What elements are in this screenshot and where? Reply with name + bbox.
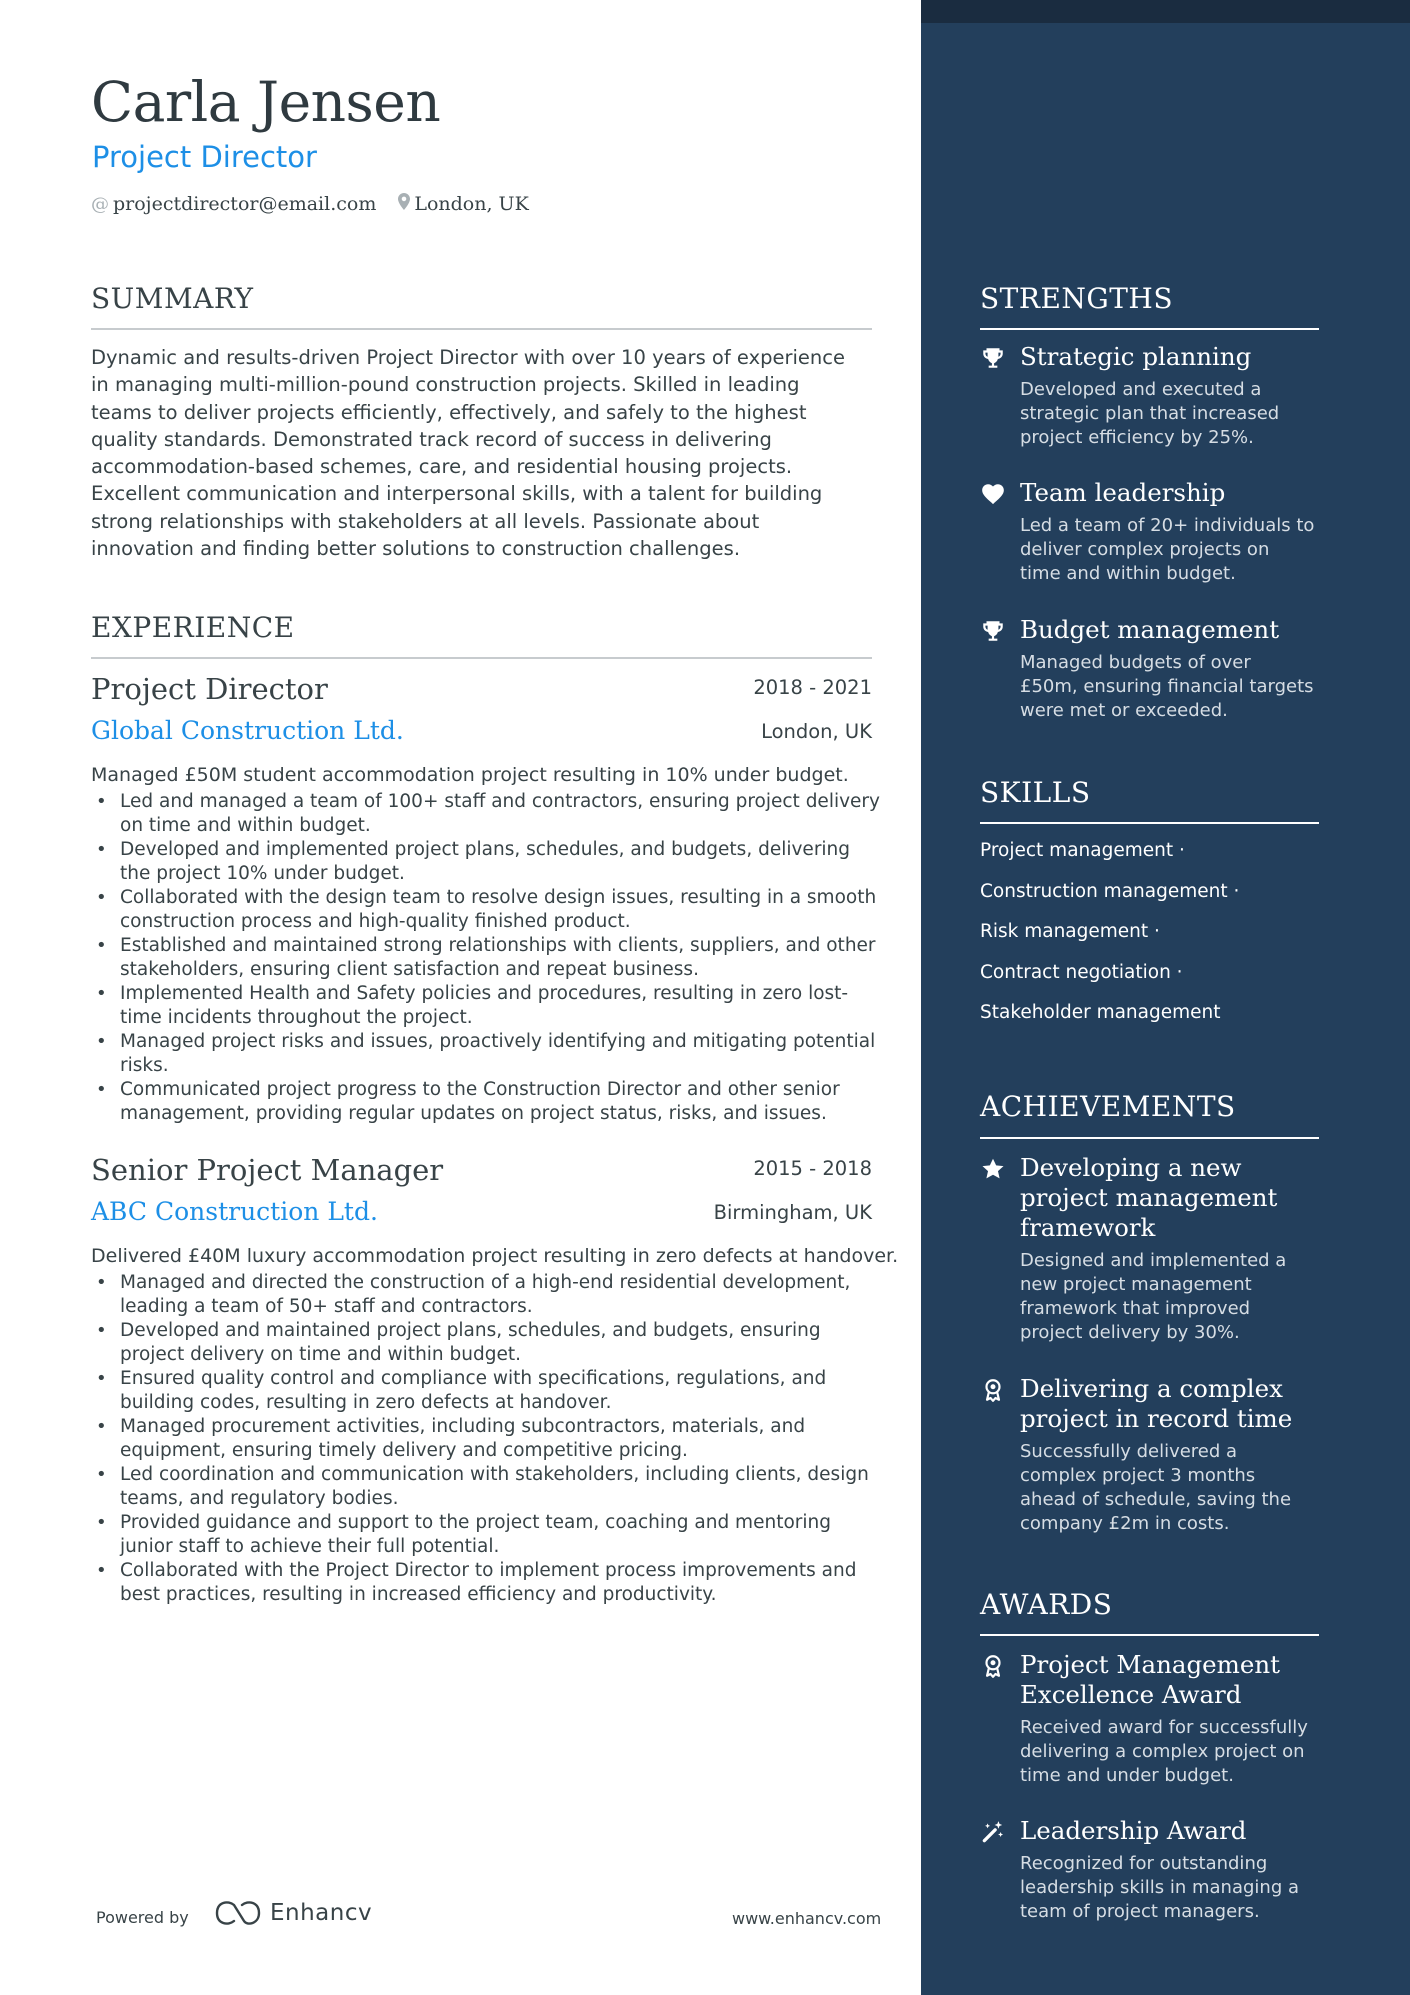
job-company: Global Construction Ltd. (91, 716, 404, 745)
text-line: • Provided guidance and support to the project team, coaching and mentoring (120, 1512, 831, 1533)
enhancv-wordmark: Enhancv (270, 1900, 373, 1926)
job-company: ABC Construction Ltd. (91, 1197, 378, 1226)
text-line: Team leadership (1020, 478, 1226, 507)
bullet-item (91, 1319, 881, 1367)
trophy-icon (980, 345, 1006, 371)
job-bullets (91, 1271, 881, 1607)
job-description: Managed £50M student accommodation project resulting in 10% under budget. (91, 764, 849, 786)
item-description (1020, 651, 1320, 723)
text-line: £50m, ensuring financial targets (1020, 676, 1314, 697)
text-line: Excellence Award (1020, 1680, 1242, 1709)
item-title (1020, 478, 1320, 508)
text-line: Developing a new (1020, 1153, 1242, 1182)
skill-item: Project management · (980, 840, 1185, 861)
text-line: Delivering a complex (1020, 1374, 1283, 1403)
text-line: the project 10% under budget. (120, 863, 405, 884)
text-line: • Led and managed a team of 100+ staff and contractors, ensuring project delivery (120, 791, 880, 812)
bullet-item (91, 934, 881, 982)
text-line: • Developed and implemented project plans, schedules, and budgets, delivering (120, 839, 851, 860)
item-description (1020, 1852, 1320, 1924)
text-line: ahead of schedule, saving the (1020, 1489, 1292, 1510)
text-line: new project management (1020, 1274, 1252, 1295)
text-line: time and within budget. (1020, 563, 1236, 584)
item-description (1020, 1440, 1320, 1536)
text-line: Leadership Award (1020, 1816, 1247, 1845)
bullet-item (91, 838, 881, 886)
text-line: Project Management (1020, 1650, 1281, 1679)
enhancv-logo-icon (214, 1900, 262, 1926)
text-line: equipment, ensuring timely delivery and competitive pricing. (120, 1440, 688, 1461)
award-ribbon-icon (980, 1377, 1006, 1403)
text-line: time incidents throughout the project. (120, 1007, 473, 1028)
item-title (1020, 615, 1320, 645)
star-icon (980, 1156, 1006, 1182)
text-line: project delivery by 30%. (1020, 1322, 1240, 1343)
text-line: project delivery on time and within budget. (120, 1344, 522, 1365)
item-title (1020, 1816, 1320, 1846)
text-line: risks. (120, 1055, 169, 1076)
skills-divider (980, 822, 1319, 824)
skills-heading: SKILLS (980, 776, 1091, 809)
item-title (1020, 1153, 1320, 1243)
magic-wand-icon (980, 1819, 1006, 1845)
text-line: stakeholders, ensuring client satisfaction and repeat business. (120, 959, 699, 980)
contact-info (91, 193, 529, 215)
text-line: team of project managers. (1020, 1901, 1260, 1922)
bullet-item (91, 1030, 881, 1078)
experience-heading: EXPERIENCE (91, 611, 295, 644)
text-line: innovation and finding better solutions to construction challenges. (91, 537, 741, 561)
strengths-heading: STRENGTHS (980, 282, 1174, 315)
text-line: leadership skills in managing a (1020, 1877, 1299, 1898)
text-line: best practices, resulting in increased efficiency and productivity. (120, 1584, 717, 1605)
heart-icon (980, 481, 1006, 507)
footer-url[interactable]: www.enhancv.com (732, 1909, 882, 1928)
bullet-item (91, 1078, 881, 1126)
text-line: project management (1020, 1183, 1278, 1212)
text-line: Dynamic and results-driven Project Director with over 10 years of experience (91, 346, 845, 369)
enhancv-logo[interactable] (214, 1900, 372, 1926)
experience-divider (91, 657, 872, 659)
experience-entry (91, 1153, 899, 1613)
job-location: Birmingham, UK (713, 1201, 872, 1224)
text-line: management, providing regular updates on project status, risks, and issues. (120, 1103, 827, 1124)
at-icon: @ (91, 193, 109, 215)
text-line: framework that improved (1020, 1298, 1251, 1319)
text-line: deliver complex projects on (1020, 539, 1270, 560)
job-bullets (91, 790, 881, 1126)
summary-heading: SUMMARY (91, 282, 254, 315)
achievements-divider (980, 1137, 1319, 1139)
bullet-item (91, 886, 881, 934)
skill-item: Construction management · (980, 880, 1240, 902)
bullet-item (91, 1271, 881, 1319)
text-line: accommodation-based schemes, care, and residential housing projects. (91, 455, 793, 479)
bullet-item (91, 1463, 881, 1511)
sidebar-top-bar (921, 0, 1410, 23)
text-line: • Ensured quality control and compliance with specifications, regulations, and (120, 1368, 827, 1389)
text-line: in managing multi-million-pound construction projects. Skilled in leading (91, 373, 800, 397)
text-line: Developed and executed a (1020, 379, 1262, 400)
bullet-item (91, 1367, 881, 1415)
contact-location: London, UK (414, 193, 529, 215)
item-description (1020, 1716, 1320, 1788)
skill-item: Risk management · (980, 921, 1160, 942)
text-line: Strategic planning (1020, 342, 1252, 371)
contact-email[interactable]: projectdirector@email.com (113, 193, 377, 215)
text-line: company £2m in costs. (1020, 1513, 1230, 1534)
text-line: project in record time (1020, 1404, 1293, 1433)
candidate-name: Carla Jensen (91, 70, 441, 134)
text-line: building codes, resulting in zero defects at handover. (120, 1392, 612, 1413)
text-line: were met or exceeded. (1020, 700, 1228, 721)
text-line: • Implemented Health and Safety policies and procedures, resulting in zero lost- (120, 983, 849, 1004)
job-title: Project Director (91, 672, 328, 706)
item-title (1020, 1650, 1320, 1710)
text-line: • Collaborated with the Project Director to implement process improvements and (120, 1560, 857, 1581)
item-title (1020, 1374, 1320, 1434)
strengths-divider (980, 328, 1319, 330)
skill-item: Contract negotiation · (980, 961, 1183, 983)
text-line: leading a team of 50+ staff and contractors. (120, 1296, 533, 1317)
text-line: Designed and implemented a (1020, 1250, 1287, 1271)
job-description: Delivered £40M luxury accommodation project resulting in zero defects at handover. (91, 1245, 899, 1267)
text-line: Budget management (1020, 615, 1280, 644)
item-description (1020, 1249, 1320, 1345)
text-line: complex project 3 months (1020, 1465, 1256, 1486)
bullet-item (91, 790, 881, 838)
skill-item: Stakeholder management (980, 1002, 1221, 1023)
text-line: time and under budget. (1020, 1765, 1234, 1786)
text-line: Successfully delivered a (1020, 1441, 1238, 1462)
text-line: strong relationships with stakeholders at all levels. Passionate about (91, 509, 760, 533)
item-description (1020, 514, 1320, 586)
text-line: quality standards. Demonstrated track record of success in delivering (91, 427, 772, 451)
bullet-item (91, 982, 881, 1030)
text-line: teams, and regulatory bodies. (120, 1488, 399, 1509)
job-location: London, UK (761, 720, 872, 743)
summary-text (91, 344, 881, 562)
text-line: • Managed project risks and issues, proactively identifying and mitigating potential (120, 1031, 876, 1052)
bullet-item (91, 1415, 881, 1463)
text-line: delivering a complex project on (1020, 1741, 1305, 1762)
text-line: • Managed and directed the construction of a high-end residential development, (120, 1272, 851, 1293)
candidate-role: Project Director (92, 140, 317, 174)
text-line: on time and within budget. (120, 815, 371, 836)
text-line: strategic plan that increased (1020, 403, 1280, 424)
experience-entry (91, 672, 880, 1132)
text-line: Managed budgets of over (1020, 652, 1251, 673)
job-dates: 2015 - 2018 (753, 1157, 872, 1180)
text-line: Led a team of 20+ individuals to (1020, 515, 1315, 536)
text-line: • Communicated project progress to the Construction Director and other senior (120, 1079, 840, 1100)
achievements-heading: ACHIEVEMENTS (980, 1090, 1236, 1123)
location-pin-icon (398, 193, 410, 215)
text-line: teams to deliver projects efficiently, effectively, and safely to the highest (91, 400, 807, 424)
text-line: • Established and maintained strong relationships with clients, suppliers, and other (120, 935, 876, 956)
awards-heading: AWARDS (980, 1588, 1113, 1621)
item-title (1020, 342, 1320, 372)
job-title: Senior Project Manager (91, 1153, 444, 1187)
award-ribbon-icon (980, 1653, 1006, 1679)
text-line: construction process and high-quality finished product. (120, 911, 631, 932)
text-line: project efficiency by 25%. (1020, 427, 1254, 448)
text-line: Recognized for outstanding (1020, 1853, 1268, 1874)
text-line: • Developed and maintained project plans, schedules, and budgets, ensuring (120, 1320, 821, 1341)
text-line: • Collaborated with the design team to resolve design issues, resulting in a smooth (120, 887, 877, 908)
summary-divider (91, 328, 872, 330)
text-line: Received award for successfully (1020, 1717, 1308, 1738)
text-line: Excellent communication and interpersonal skills, with a talent for building (91, 482, 823, 506)
bullet-item (91, 1559, 881, 1607)
text-line: • Managed procurement activities, including subcontractors, materials, and (120, 1416, 806, 1437)
text-line: • Led coordination and communication with stakeholders, including clients, design (120, 1464, 869, 1485)
bullet-item (91, 1511, 881, 1559)
job-dates: 2018 - 2021 (753, 676, 872, 699)
text-line: framework (1020, 1213, 1156, 1242)
item-description (1020, 378, 1320, 450)
powered-by-label: Powered by (96, 1908, 189, 1927)
text-line: junior staff to achieve their full potential. (120, 1536, 500, 1557)
trophy-icon (980, 618, 1006, 644)
awards-divider (980, 1634, 1319, 1636)
